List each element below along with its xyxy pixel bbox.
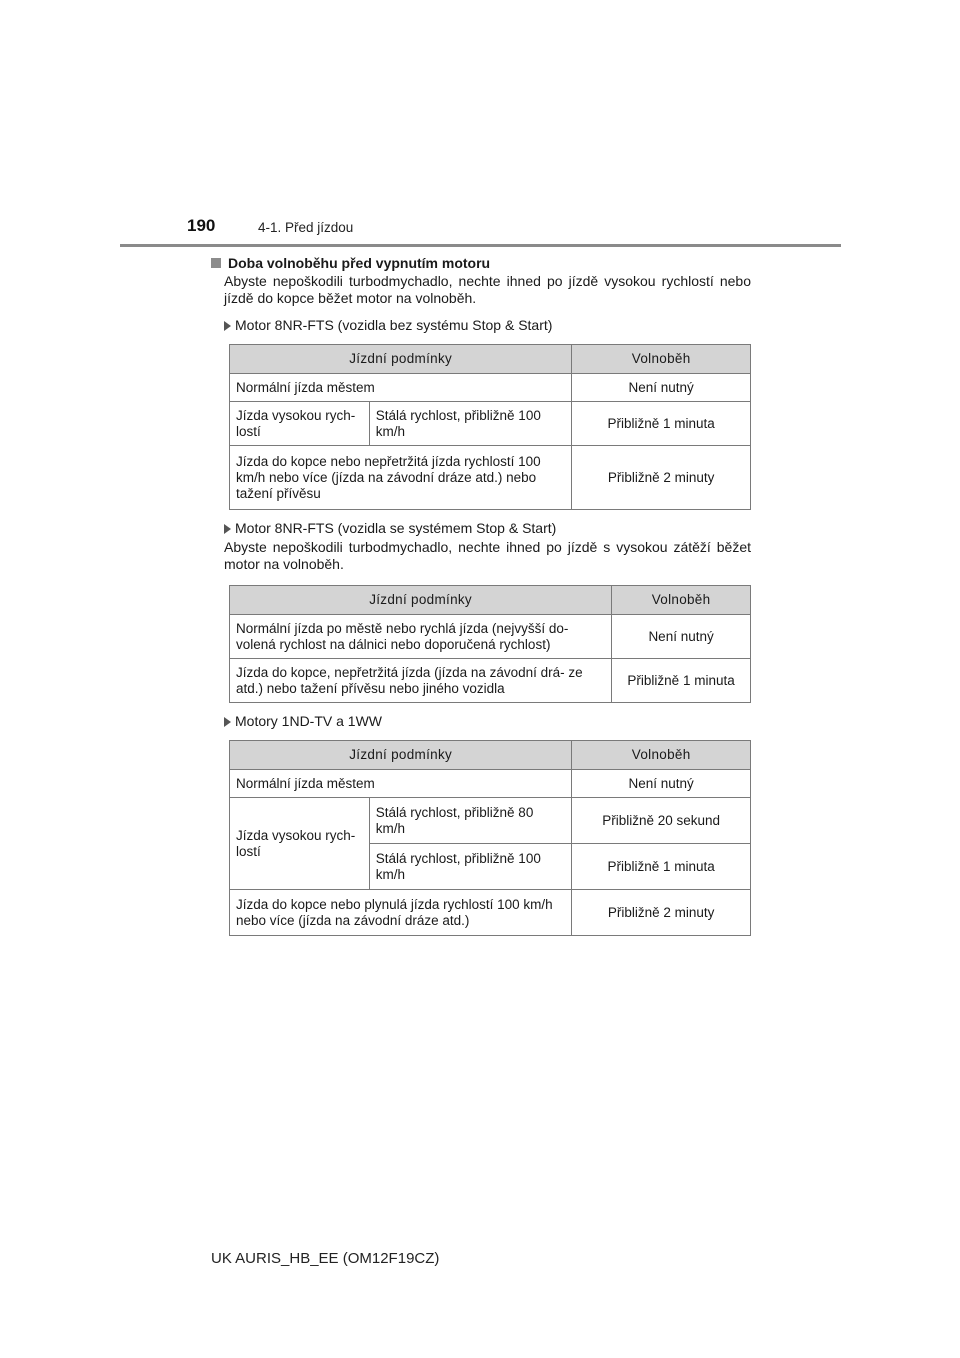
table-header-row: [230, 741, 751, 770]
table-row: [230, 446, 751, 510]
engine-bullet-1: [224, 317, 751, 334]
table-cell: Normální jízda městem: [230, 374, 572, 402]
table-cell: Není nutný: [572, 770, 751, 798]
heading-text: Doba volnoběhu před vypnutím motoru: [228, 255, 491, 271]
table-row: [230, 615, 751, 659]
triangle-bullet-icon: [224, 717, 231, 727]
table-cell: Stálá rychlost, přibližně 80 km/h: [369, 798, 572, 844]
col-header-conditions: Jízdní podmínky: [230, 586, 612, 615]
engine-bullet-2: [224, 520, 751, 537]
footer-doc-id: UK AURIS_HB_EE (OM12F19CZ): [211, 1250, 440, 1267]
table-row: [230, 374, 751, 402]
table-cell: Přibližně 1 minuta: [572, 402, 751, 446]
table-row: [230, 402, 751, 446]
table-header-row: [230, 586, 751, 615]
table-row: [230, 659, 751, 703]
col-header-idle: Volnoběh: [612, 586, 751, 615]
engine-label: Motor 8NR-FTS (vozidla se systémem Stop & Start): [235, 520, 557, 536]
table-cell: Jízda do kopce nebo plynulá jízda rychlostí 100 km/h nebo více (jízda na závodní dráze atd.): [230, 890, 572, 936]
table-cell: Stálá rychlost, přibližně 100 km/h: [369, 844, 572, 890]
square-bullet-icon: [211, 258, 221, 268]
table-cell: Přibližně 1 minuta: [572, 844, 751, 890]
engine-label: Motor 8NR-FTS (vozidla bez systému Stop & Start): [235, 317, 553, 333]
triangle-bullet-icon: [224, 321, 231, 331]
table-cell: Jízda do kopce nebo nepřetržitá jízda rychlostí 100 km/h nebo více (jízda na závodní dráze atd.) nebo tažení přívěsu: [230, 446, 572, 510]
table-cell: Jízda vysokou rych- lostí: [230, 798, 370, 890]
table-row: [230, 890, 751, 936]
intro-paragraph: Abyste nepoškodili turbodmychadlo, nechte ihned po jízdě vysokou rychlostí nebo jízdě do kopce běžet motor na volnoběh.: [224, 273, 751, 306]
table-row: [230, 770, 751, 798]
table-cell: Přibližně 1 minuta: [612, 659, 751, 703]
col-header-idle: Volnoběh: [572, 345, 751, 374]
idle-table-3: [229, 740, 751, 936]
section-heading: [211, 255, 751, 272]
idle-table-2: [229, 585, 751, 703]
table-header-row: [230, 345, 751, 374]
page-content: [211, 255, 751, 936]
idle-table-1: [229, 344, 751, 510]
table-cell: Přibližně 2 minuty: [572, 890, 751, 936]
table-cell: Není nutný: [572, 374, 751, 402]
table-cell: Normální jízda po městě nebo rychlá jízda (nejvyšší do- volená rychlost na dálnici nebo doporučená rychlost): [230, 615, 612, 659]
table-cell: Přibližně 20 sekund: [572, 798, 751, 844]
section-title: 4-1. Před jízdou: [258, 220, 354, 235]
table-cell: Stálá rychlost, přibližně 100 km/h: [369, 402, 572, 446]
table-cell: Jízda vysokou rych- lostí: [230, 402, 370, 446]
triangle-bullet-icon: [224, 524, 231, 534]
table-row: [230, 798, 751, 844]
engine-label: Motory 1ND-TV a 1WW: [235, 713, 383, 729]
table-cell: Jízda do kopce, nepřetržitá jízda (jízda na závodní drá- ze atd.) nebo tažení přívěsu nebo jiného vozidla: [230, 659, 612, 703]
table-cell: Není nutný: [612, 615, 751, 659]
table-cell: Normální jízda městem: [230, 770, 572, 798]
col-header-conditions: Jízdní podmínky: [230, 345, 572, 374]
header-divider: [120, 244, 841, 247]
page-number: 190: [187, 216, 216, 235]
col-header-conditions: Jízdní podmínky: [230, 741, 572, 770]
engine-bullet-3: [224, 713, 751, 730]
intro-paragraph-2: Abyste nepoškodili turbodmychadlo, nechte ihned po jízdě s vysokou zátěží běžet motor na volnoběh.: [224, 539, 751, 572]
table-cell: Přibližně 2 minuty: [572, 446, 751, 510]
col-header-idle: Volnoběh: [572, 741, 751, 770]
